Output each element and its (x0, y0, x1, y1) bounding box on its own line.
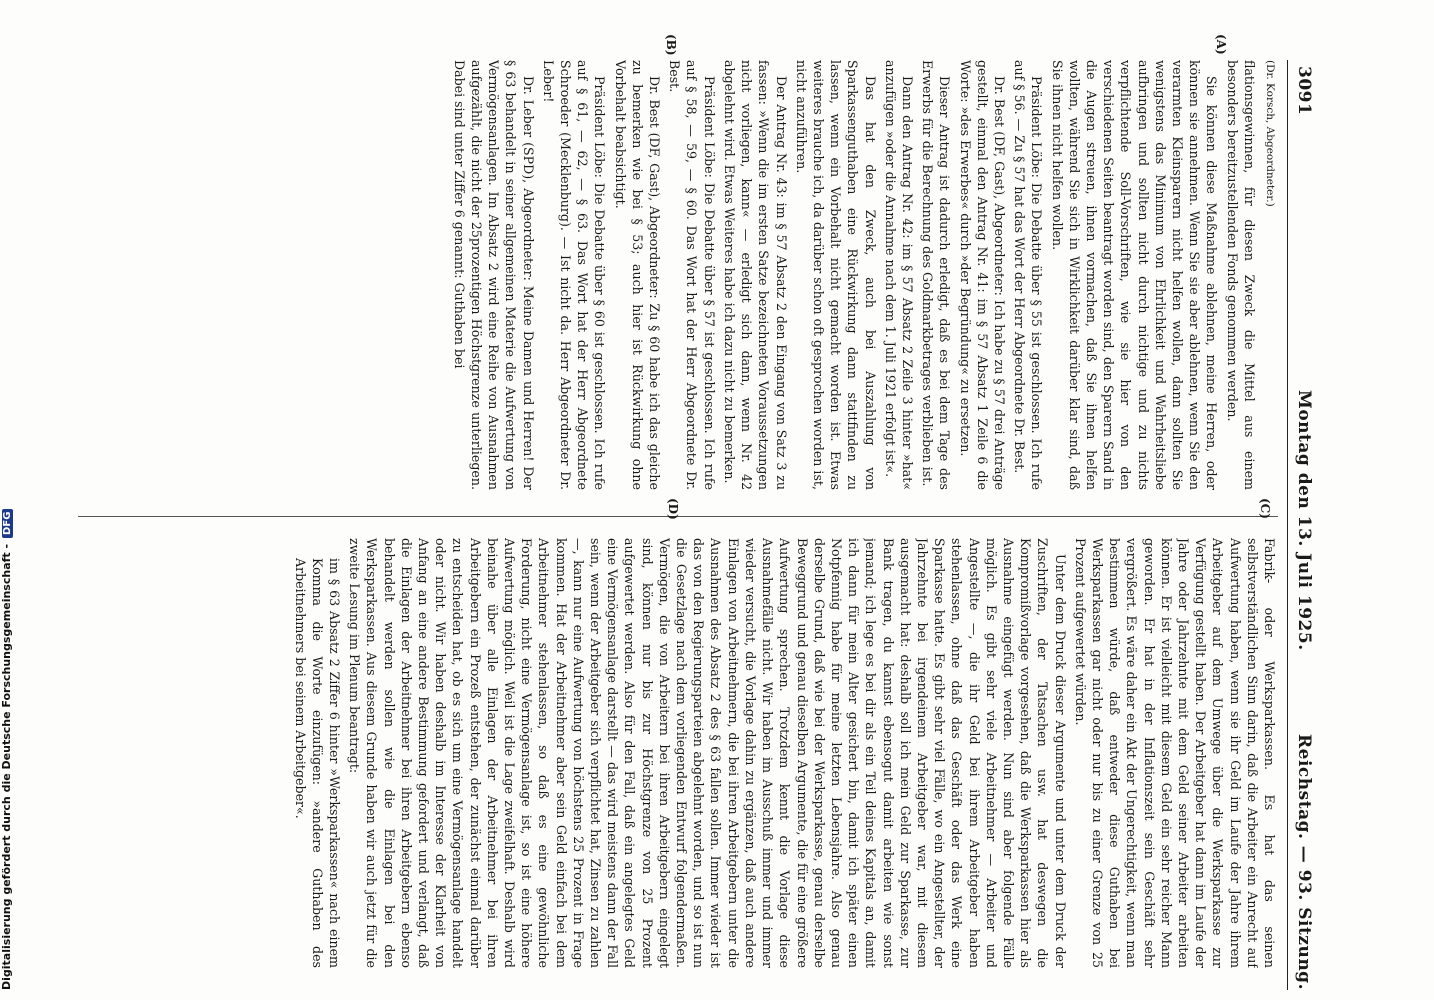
page-header (1287, 60, 1320, 990)
margin-marker-c: (C) (1258, 498, 1272, 519)
margin-marker-b: (B) (664, 34, 678, 56)
paragraph: Präsident Löbe: Die Debatte über § 55 ist geschlossen. Ich rufe auf § 56. — Zu § 57 hat das Wort der Herr Abgeordnete Dr. Best. (1012, 60, 1045, 490)
paragraph: Der Antrag Nr. 43: im § 57 Absatz 2 den Eingang von Satz 3 zu fassen: »Wenn die im ersten Satze bezeichneten Voraussetzungen nicht vorliegen, kann« — erledigt sich dann, wenn Nr. 42 abgelehnt wird. Etwas Weiteres habe ich dazu nicht zu bemerken. (721, 60, 789, 490)
paragraph: (Dr. Korsch, Abgeordneter.) (1264, 60, 1276, 207)
paragraph: Dieser Antrag ist dadurch erledigt, daß es bei dem Tage des Erwerbs für die Berechnung des Goldmarkbetrages verblieben ist. (920, 60, 953, 490)
text-column-right (48, 538, 1278, 968)
paragraph: Fabrik- oder Werksparkassen. Es hat das seinen selbstverständlichen Sinn darin, daß die Arbeiter ein Anrecht auf Aufwertung haben, wenn sie ihr Geld im Laufe der Jahre ihrem Arbeitgeber auf dem Umwege über die Werksparkasse zur Verfügung gestellt haben. Der Arbeitgeber hat dann im Laufe der Jahre oder Jahrzehnte mit dem Geld seiner Arbeiter arbeiten können. Er ist vielleicht mit diesem Geld ein sehr reicher Mann geworden. Er hat in der Inflationszeit sein Geschäft sehr vergrößert. Es wäre daher ein Akt der Ungerechtigkeit, wenn man bestimmen würde, daß entweder diese Guthaben bei Werksparkassen gar nicht oder nur bis zu einer Grenze von 25 Prozent aufgewertet würden. (1072, 538, 1277, 968)
paragraph: Dr. Best (DF, Gast), Abgeordneter: Zu § 60 habe ich das gleiche zu bemerken wie bei § 53; auch hier ist Rückwirkung ohne Vorbehalt beabsichtigt. (612, 60, 663, 490)
paragraph: Dr. Leber (SPD), Abgeordneter: Meine Damen und Herren! Der § 63 behandelt in seiner allgemeinen Materie die Aufwertung von Vermögensanlagen. Im Absatz 2 wird eine Reihe von Ausnahmen aufgezählt, die nicht der 25prozentigen Höchstgrenze unterliegen. Dabei sind unter Ziffer 6 genannt: Guthaben bei (451, 60, 536, 490)
header-session: Reichstag. — 93. Sitzung. (1294, 734, 1314, 990)
margin-marker-d: (D) (666, 498, 680, 520)
paragraph: flationsgewinnen, für diesen Zweck die Mittel aus einem besonders bereitzustellenden Fonds genommen werden. (1224, 60, 1257, 490)
dfg-logo: DFG (2, 509, 13, 538)
text-column-left (48, 60, 1278, 490)
header-date: Montag den 13. Juli 1925. (1294, 390, 1314, 651)
margin-marker-a: (A) (1214, 34, 1228, 55)
paragraph: Präsident Löbe: Die Debatte über § 60 ist geschlossen. Ich rufe auf § 61, — 62, — § 63. Das Wort hat der Herr Abgeordnete Schroeder (Mecklenburg). — Ist nicht da. Herr Abgeordneter Dr. Leber! (540, 60, 608, 490)
paragraph: Präsident Löbe: Die Debatte über § 57 ist geschlossen. Ich rufe auf § 58, — 59, — § 60. Das Wort hat der Herr Abgeordnete Dr. Best. (667, 60, 717, 490)
paragraph: Unter dem Druck dieser Argumente und unter dem Druck der Zuschriften, der Tatsachen usw. hat deswegen die Kompromißvorlage vorgesehen, daß die Werksparkassen hier als Ausnahme eingefügt werden. Nun sind aber folgende Fälle möglich. Es gibt sehr viele Arbeitnehmer — Arbeiter und Angestellte —, die ihr Geld bei ihrem Arbeitgeber haben stehenlassen, ohne daß das Geschäft oder das Werk eine Sparkasse hatte. Es gibt sehr viel Fälle, wo ein Angestellter, der Jahrzehnte bei irgendeinem Arbeitgeber war, mit diesem ausgemacht hat: deshalb soll ich mein Geld zur Sparkasse, zur Bank tragen, du kannst ebensogut damit arbeiten wie sonst jemand; ich lege es bei dir als ein Teil deines Kapitals an, damit ich dann für mein Alter gesichert bin, damit ich später einen Notpfennig habe für meine letzten Lebensjahre. Also genau derselbe Grund, daß wie bei der Werksparkasse, genau derselbe Beweggrund und genau dieselben Argumente, die für eine größere Aufwertung sprechen. Trotzdem kennt die Vorlage diese Ausnahmefälle nicht. Wir haben im Ausschuß immer und immer wieder versucht, die Vorlage dahin zu ergänzen, daß auch andere Einlagen von Arbeitnehmern, die bei ihren Arbeitgebern unter die Ausnahmen des Absatz 2 des § 63 fallen sollen. Immer wieder ist das von den Regierungsparteien abgelehnt worden, und so ist nun die Gesetzlage nach dem vorliegenden Entwurf folgendermaßen. Vermögen, die von Arbeitern bei ihren Arbeitgebern eingelegt sind, können nur bis zur Höchstgrenze von 25 Prozent aufgewertet werden. Also für den Fall, daß ein angelegtes Geld eine Vermögensanlage darstellt — das wird meistens dann der Fall sein, wenn der Arbeitgeber sich verpflichtet hat, Zinsen zu zahlen —, kann nur eine Aufwertung von höchstens 25 Prozent in Frage kommen. Hat der Arbeitnehmer aber sein Geld einfach bei dem Arbeitnehmer stehenlassen, so daß es eine gewöhnliche Forderung, nicht eine Vermögensanlage ist, so ist eine höhere Aufwertung möglich. Weil ist die Lage zweifelhaft. Deshalb wird beinahe über alle Einlagen der Arbeitnehmer bei ihren Arbeitgebern ein Prozeß entstehen, der zunächst einmal darüber zu entscheiden hat, ob es sich um eine Vermögensanlage handelt oder nicht. Wir haben deshalb im Interesse der Klarheit von Anfang an eine andere Bestimmung gefordert und verlangt, daß die Einlagen der Arbeitnehmer bei ihren Arbeitgebern ebenso behandelt werden sollen wie die Einlagen bei den Werksparkassen. Aus diesem Grunde haben wir auch jetzt für die zweite Lesung im Plenum beantragt: (347, 538, 1068, 968)
page-number: 3091 (1294, 66, 1314, 116)
paragraph: im § 63 Absatz 2 Ziffer 6 hinter »Werksparkassen« nach einem Komma die Worte einzufügen: »andere Guthaben des Arbeitnehmers bei seinem Arbeitgeber«. (292, 558, 343, 968)
paragraph: Dann den Antrag Nr. 42: im § 57 Absatz 2 Zeile 3 hinter »hat« anzufügen »oder die Annahme nach dem 1. Juli 1921 erfolgt ist«. (882, 60, 915, 490)
rotated-page (30, 34, 1320, 990)
paragraph: Sie können diese Maßnahme ablehnen, meine Herren, oder können sie annehmen. Wenn Sie sie aber ablehnen, wenn Sie den verarmten Kleinsparern nicht helfen wollen, dann sollten Sie wenigstens das Minimum von Ehrlichkeit und Wahrheitsliebe aufbringen und sollten nicht durch nichtige und zu nichts verpflichtende Soll-Vorschriften, wie sie hier von den verschiedenen Seiten beantragt worden sind, den Sparern Sand in die Augen streuen, ihnen vormachen, daß Sie ihnen helfen wollten, während Sie sich in Wirklichkeit darüber klar sind, daß Sie ihnen nicht helfen wollen. (1049, 60, 1220, 490)
footer-credit (0, 509, 13, 990)
paragraph: Das hat den Zweck, auch bei Auszahlung von Sparkassenguthaben eine Rückwirkung dann stattfinden zu lassen, wenn ein Vorbehalt nicht gemacht worden ist. Etwas weiteres brauche ich, da darüber schon oft gesprochen worden ist, nicht anzuführen. (793, 60, 878, 490)
footer-strip (0, 0, 18, 1000)
footer-credit-text: Digitalisierung gefördert durch die Deutsche Forschungsgemeinschaft - (0, 543, 13, 990)
paragraph: Dr. Best (DF, Gast), Abgeordneter: Ich habe zu § 57 drei Anträge gestellt, einmal den Antrag Nr. 41: im § 57 Absatz 1 Zeile 6 die Worte: »des Erwerbes« durch »der Begründung« zu ersetzen. (957, 60, 1007, 490)
